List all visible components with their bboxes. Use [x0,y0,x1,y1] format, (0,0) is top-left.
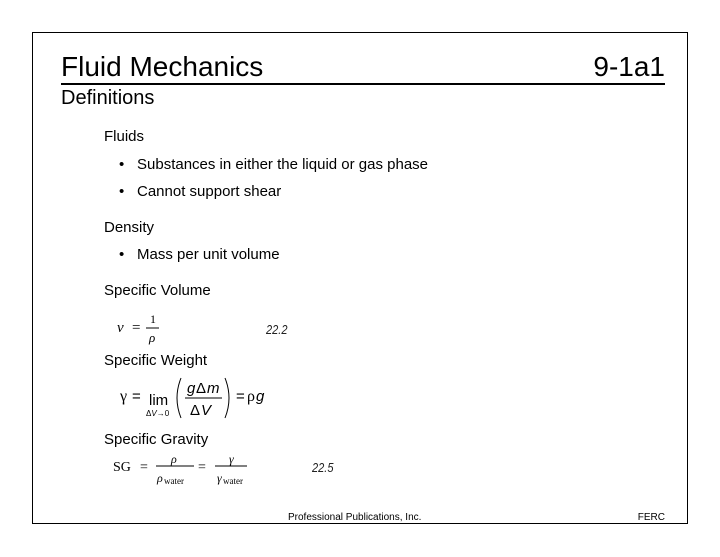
svg-text:=: = [140,460,148,475]
bullet-text: Mass per unit volume [137,246,280,263]
equation-number-22-5: 22.5 [312,460,334,475]
svg-text:γ: γ [120,388,128,405]
bullet-dot: • [119,183,125,200]
svg-text:γ: γ [229,452,234,466]
specific-gravity-equation [109,451,289,489]
svg-text:Δ: Δ [190,402,201,419]
slide [32,32,688,524]
bullet-dot: • [119,156,125,173]
svg-text:ΔV→0: ΔV→0 [146,409,170,418]
svg-text:=: = [132,388,141,405]
svg-text:=: = [132,320,141,336]
specific-volume-heading: Specific Volume [104,282,211,299]
density-bullet-1 [119,246,280,264]
density-heading: Density [104,219,155,236]
svg-text:Δ: Δ [196,380,207,397]
footer-code: FERC [637,512,665,523]
svg-text:lim: lim [149,392,169,409]
specific-gravity-heading: Specific Gravity [104,431,209,448]
svg-text:SG: SG [113,460,131,475]
specific-weight-equation [117,371,277,425]
svg-text:g: g [256,388,265,405]
svg-text:m: m [207,380,220,397]
svg-text:ρ: ρ [157,471,163,485]
slide-subtitle: Definitions [61,87,155,109]
specific-volume-equation [113,309,173,345]
svg-text:water: water [164,476,184,486]
specific-weight-heading: Specific Weight [104,352,208,369]
slide-title: Fluid Mechanics [61,51,264,82]
fluids-bullet-1 [119,156,428,174]
svg-text:V: V [201,402,212,419]
svg-text:v: v [117,320,124,336]
slide-number: 9-1a1 [593,51,665,82]
svg-text:ρ: ρ [247,388,255,405]
svg-text:=: = [236,388,245,405]
svg-text:ρ: ρ [149,330,156,345]
bullet-text: Substances in either the liquid or gas phase [137,156,429,173]
svg-text:water: water [223,476,243,486]
svg-text:g: g [187,380,196,397]
equation-number-22-2: 22.2 [266,322,288,337]
fluids-bullet-2 [119,183,281,201]
bullet-dot: • [119,246,125,263]
svg-text:=: = [198,460,206,475]
title-rule [61,83,665,85]
fluids-heading: Fluids [104,128,145,145]
svg-text:γ: γ [217,471,222,485]
bullet-text: Cannot support shear [137,183,282,200]
svg-text:1: 1 [150,312,156,326]
svg-text:ρ: ρ [171,452,177,466]
footer-publisher: Professional Publications, Inc. [288,512,422,523]
